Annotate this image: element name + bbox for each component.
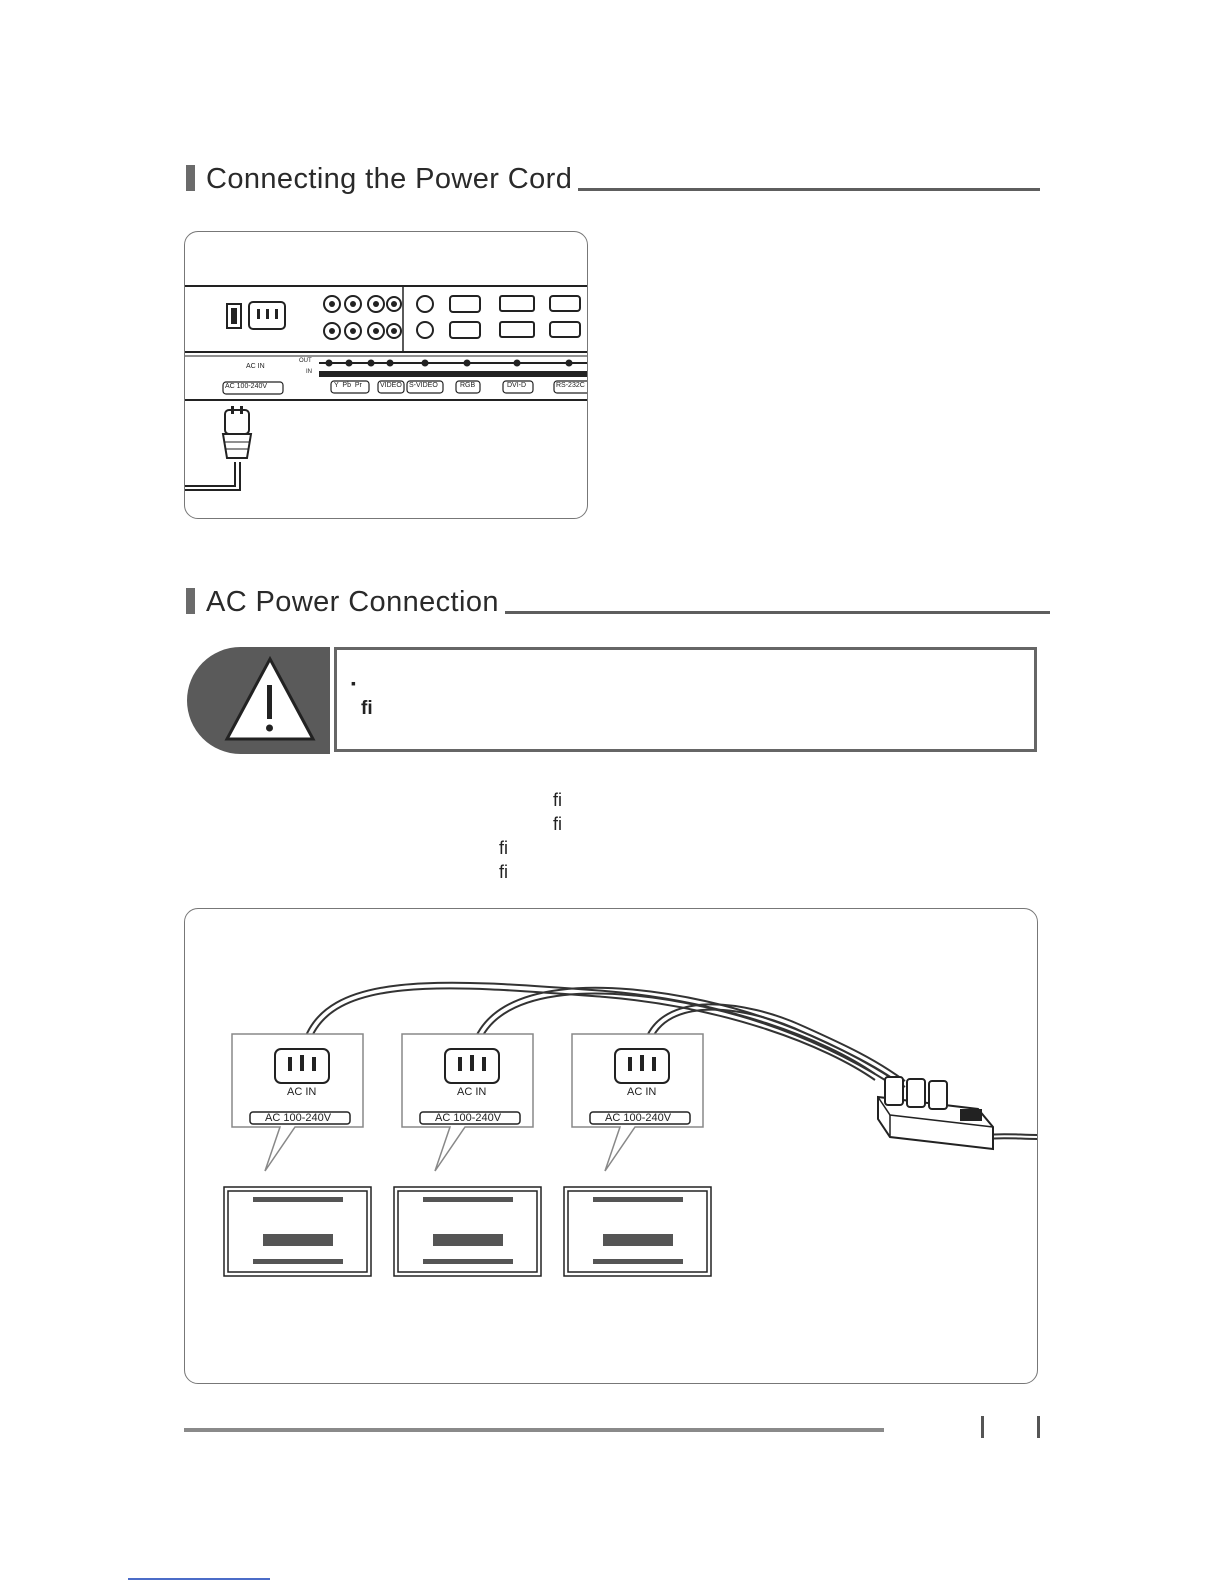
port-label-rs232c: RS-232C [556,382,585,389]
heading-rule [505,611,1050,614]
bottom-link-line [128,1578,270,1580]
body-glyph: fi [553,790,562,810]
unit-1-voltage: AC 100-240V [265,1112,332,1124]
section-title: AC Power Connection [206,586,499,618]
warning-tab [187,647,330,754]
in-label: IN [306,369,312,375]
footer-tick [981,1416,984,1438]
port-label-dvi-d: DVI-D [507,382,527,389]
port-label-rgb: RGB [460,382,476,389]
heading-bar [186,588,195,614]
out-label: OUT [299,358,312,364]
ac-in-label: AC IN [246,363,265,370]
heading-rule [578,188,1040,191]
footer-rule [184,1428,884,1432]
power-connection-diagram [184,908,1038,1384]
port-label-s-video: S-VIDEO [409,382,438,389]
heading-bar [186,165,195,191]
unit-1-ac-in: AC IN [287,1086,317,1098]
section-title: Connecting the Power Cord [206,163,573,195]
warning-bullet: ▪ [351,675,356,691]
section-heading-ac-power [186,588,1050,617]
port-label-video: VIDEO [380,382,402,389]
unit-2-voltage: AC 100-240V [435,1112,502,1124]
body-glyph: fi [553,814,562,834]
voltage-label: AC 100-240V [225,383,268,390]
body-glyph: fi [499,862,508,882]
unit-3-voltage: AC 100-240V [605,1112,672,1124]
port-label-component: Y Pb Pr [334,382,362,389]
unit-2-ac-in: AC IN [457,1086,487,1098]
warning-triangle-icon [187,647,330,754]
warning-box [334,647,1037,752]
body-glyph: fi [499,838,508,858]
warning-glyph: fi [361,698,373,719]
rear-panel-drawing [185,232,587,518]
rear-panel-illustration [184,231,588,519]
section-heading-power-cord [186,165,1040,194]
unit-3-ac-in: AC IN [627,1086,657,1098]
power-strip-drawing [185,909,1037,1383]
footer-tick [1037,1416,1040,1438]
